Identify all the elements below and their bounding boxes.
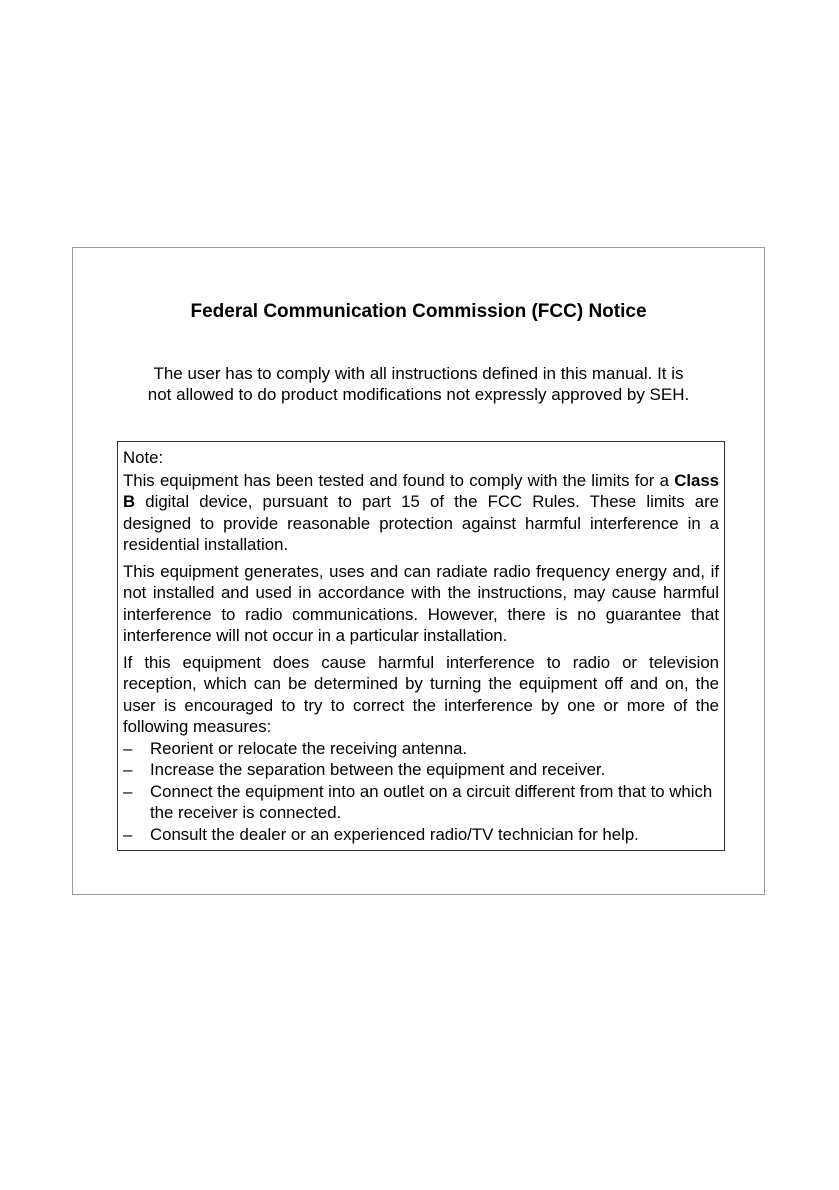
- note-p1-start: This equipment has been tested and found to comply with the limits for a: [123, 470, 675, 490]
- list-item: [123, 759, 719, 781]
- dash-bullet: –: [123, 824, 133, 844]
- class-b-emphasis: Class B: [123, 470, 719, 511]
- note-paragraph-3: If this equipment does cause harmful interference to radio or television reception, which can be determined by turning the equipment off and on, the user is encouraged to try to correct the interference by one or more of the following measures:: [123, 652, 719, 736]
- dash-bullet: –: [123, 781, 133, 801]
- notice-intro: [113, 363, 724, 405]
- measure-text: Consult the dealer or an experienced radio/TV technician for help.: [150, 824, 639, 844]
- note-label: Note:: [123, 448, 164, 467]
- measure-text: Increase the separation between the equipment and receiver.: [150, 760, 606, 779]
- list-item: [123, 781, 719, 824]
- list-item: [123, 824, 719, 846]
- note-paragraph-2: This equipment generates, uses and can radiate radio frequency energy and, if not installed and used in accordance with the instructions, may cause harmful interference to radio communications. However, there is no guarantee that interference will not occur in a particular installation.: [123, 561, 719, 645]
- list-item: [123, 738, 719, 760]
- intro-line-2: not allowed to do product modifications not expressly approved by SEH.: [147, 385, 690, 404]
- fcc-notice-frame: [72, 247, 765, 895]
- measure-text: Connect the equipment into an outlet on a circuit different from that to which the receiver is connected.: [150, 781, 713, 822]
- note-box: [117, 441, 725, 851]
- notice-title: Federal Communication Commission (FCC) Notice: [190, 301, 647, 322]
- measure-text: Reorient or relocate the receiving antenna.: [150, 738, 468, 758]
- dash-bullet: –: [123, 760, 133, 779]
- note-p1-end: digital device, pursuant to part 15 of the FCC Rules. These limits are designed to provide reasonable protection against harmful interference in a residential installation.: [123, 492, 719, 554]
- intro-line-1: The user has to comply with all instructions defined in this manual. It is: [153, 364, 684, 383]
- dash-bullet: –: [123, 738, 133, 758]
- measures-list: [123, 738, 719, 846]
- note-paragraph-1: [123, 470, 719, 556]
